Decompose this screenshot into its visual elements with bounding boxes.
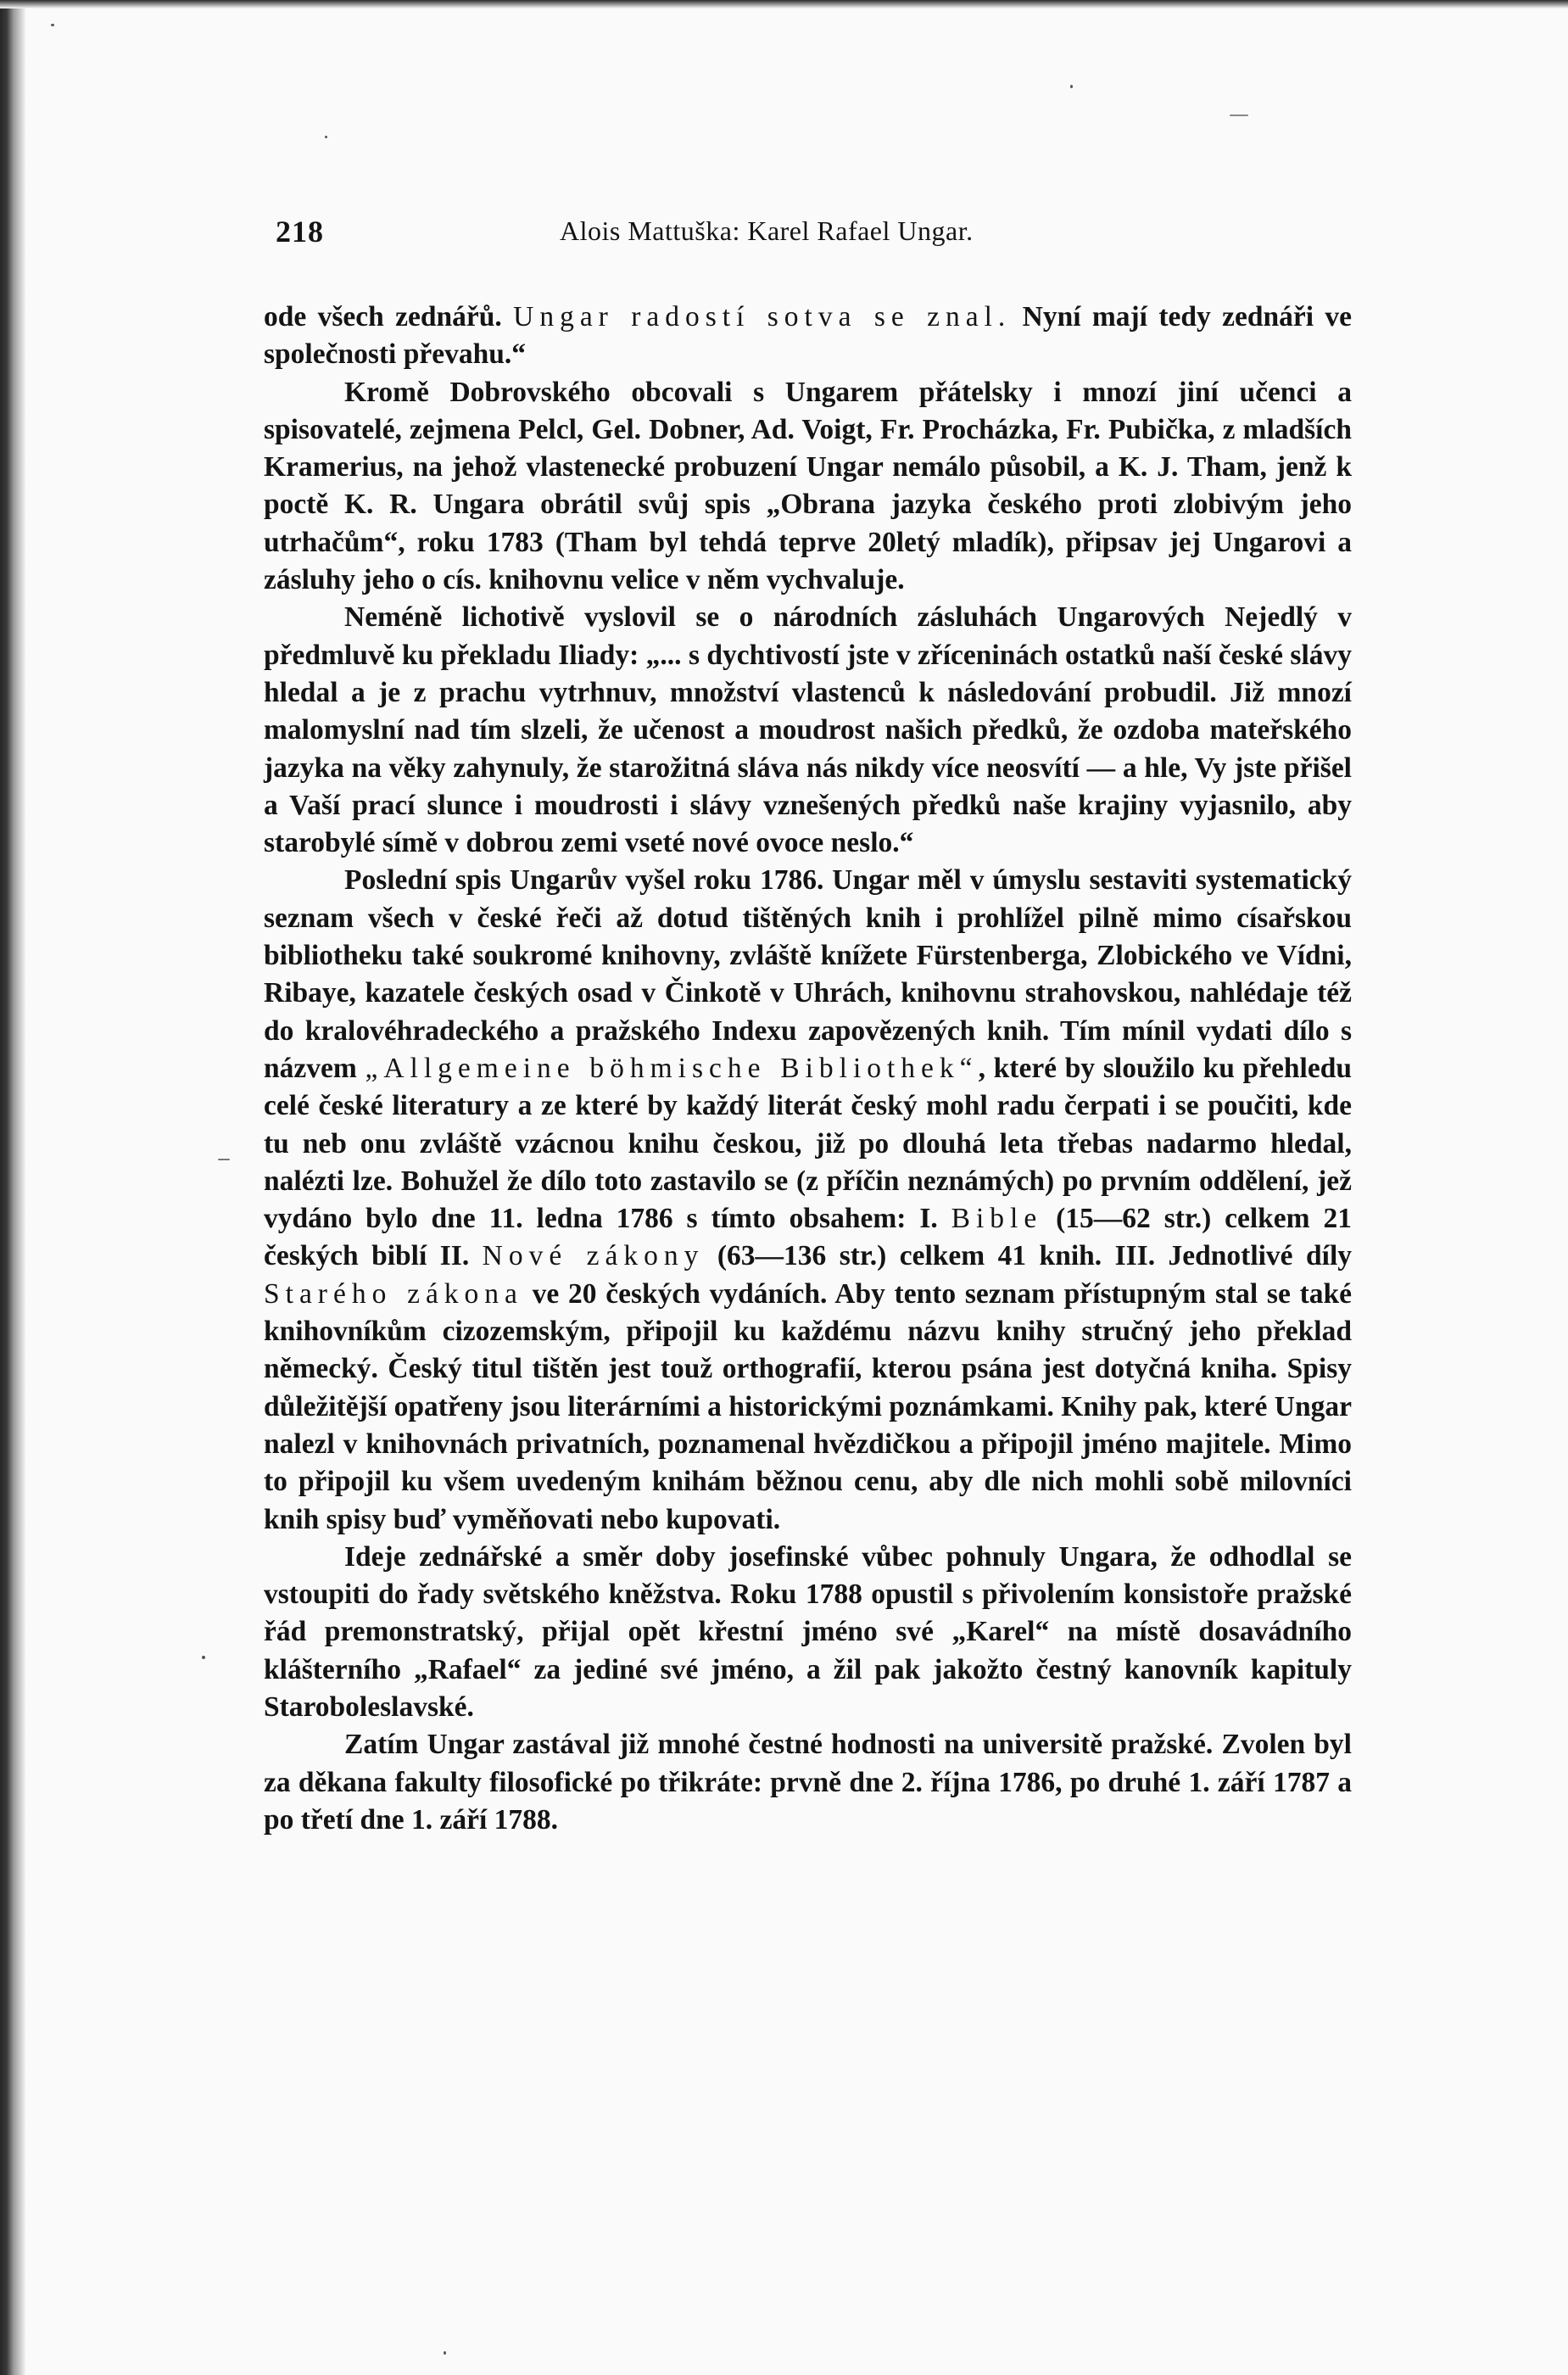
scan-speck [1070, 85, 1073, 88]
text-run: (15—62 str.) celkem 21 českých biblí II. [264, 1203, 1352, 1272]
scan-edge-shadow-left [0, 0, 25, 2375]
paragraph [264, 299, 1352, 374]
text-run: ve 20 českých vydáních. Aby tento seznam přístupným stal se také knihovníkům cizozemským, připojil ku každému názvu knihy stručný jeho překlad německý. Český titul tištěn jest touž orthografií, kterou psána jest dotyčná kniha. Spisy důležitější opatřeny jsou literárními a historickými poznámkami. Knihy pak, které Ungar nalezl v knihovnách privatních, poznamenal hvězdičkou a připojil jméno majitele. Mimo to připojil ku všem uvedeným knihám běžnou cenu, aby dle nich mohli sobě milovníci knih spisy buď vyměňovati nebo kupovati. [264, 1277, 1352, 1535]
emphasized-text: Bible [951, 1203, 1043, 1235]
paragraph: Kromě Dobrovského obcovali s Ungarem přátelsky i mnozí jiní učenci a spisovatelé, zejmena Pelcl, Gel. Dobner, Ad. Voigt, Fr. Procházka, Fr. Pubička, z mladších Kramerius, na jehož vlastenecké probuzení Ungar nemálo působil, a K. J. Tham, jenž k poctě K. R. Ungara obrátil svůj spis „Obrana jazyka českého proti zlobivým jeho utrhačům“, roku 1783 (Tham byl tehdá teprve 20letý mladík), připsav jej Ungarovi a zásluhy jeho o cís. knihovnu velice v něm vychvaluje. [264, 376, 1352, 596]
page-header [276, 214, 1353, 251]
text-run: Poslední spis Ungarův vyšel roku 1786. Ungar měl v úmyslu sestaviti systematický seznam všech v české řeči až dotud tištěných knih i prohlížel pilně mimo císařskou bibliotheku také soukromé knihovny, zvláště knížete Fürstenberga, Zlobického ve Vídni, Ribaye, kazatele českých osad v Činkotě v Uhrách, knihovnu strahovskou, nahlédaje též do kralovéhradeckého a pražského Indexu zapovězených knih. Tím mínil vydati dílo s názvem [264, 864, 1352, 1084]
emphasized-text: Starého zákona [264, 1277, 523, 1310]
scan-speck [1230, 115, 1248, 116]
paragraph: Neméně lichotivě vyslovil se o národních zásluhách Ungarových Nejedlý v předmluvě ku překladu Iliady: „... s dychtivostí jste v zříceninách ostatků naší české slávy hledal a je z prachu vytrhnuv, množství vlastenců k následování probudil. Již mnozí malomyslní nad tím slzeli, že učenost a moudrost našich předků, že ozdoba mateřského jazyka na věky zahynuly, že starožitná sláva nás nikdy více neosvítí — a hle, Vy jste přišel a Vaší prací slunce i moudrosti i slávy vznešených předků naše krajiny vyjasnilo, aby starobylé símě v dobrou zemi vseté nové ovoce neslo.“ [264, 601, 1352, 859]
running-title: Alois Mattuška: Karel Rafael Ungar. [560, 215, 974, 246]
scan-speck [218, 1159, 230, 1160]
paragraph: Zatím Ungar zastával již mnohé čestné hodnosti na universitě pražské. Zvolen byl za děkana fakulty filosofické po třikráte: prvně dne 2. října 1786, po druhé 1. září 1787 a po třetí dne 1. září 1788. [264, 1729, 1352, 1836]
paragraph: Ideje zednářské a směr doby josefinské vůbec pohnuly Ungara, že odhodlal se vstoupiti do řady světského kněžstva. Roku 1788 opustil s přivolením konsistoře pražské řád premonstratský, přijal opět křestní jméno své „Karel“ na místě dosavádního klášterního „Rafael“ za jediné své jméno, a žil pak jakožto čestný kanovník kapituly Staroboleslavské. [264, 1540, 1352, 1723]
scan-speck [444, 2351, 446, 2355]
scan-speck [202, 1656, 205, 1659]
page-number: 218 [276, 215, 324, 249]
emphasized-text: Ungar radostí sotva se znal. [513, 301, 1012, 332]
text-run: (63—136 str.) celkem 41 knih. III. Jednotlivé díly [704, 1240, 1352, 1272]
scan-edge-shadow-top [0, 0, 1568, 8]
scan-speck [325, 136, 327, 138]
text-run: ode všech zednářů. [264, 301, 514, 332]
emphasized-text: „Allgemeine böhmische Bibliothek“ [365, 1052, 979, 1084]
emphasized-text: Nové zákony [482, 1240, 705, 1272]
scan-speck [51, 24, 54, 26]
text-run: Nyní mají tedy zednáři ve společnosti převahu.“ [264, 301, 1353, 371]
paragraph [264, 862, 1352, 1538]
text-run: , které by sloužilo ku přehledu celé české literatury a ze které by každý literát český mohl radu čerpati i se poučiti, kde tu neb onu zvláště vzácnou knihu českou, již po dlouhá leta třebas nadarmo hledal, nalézti lze. Bohužel že dílo toto zastavilo se (z příčin neznámých) po prvním oddělení, jež vydáno bylo dne 11. ledna 1786 s tímto obsahem: I. [264, 1052, 1352, 1235]
body-text [264, 299, 1352, 1839]
